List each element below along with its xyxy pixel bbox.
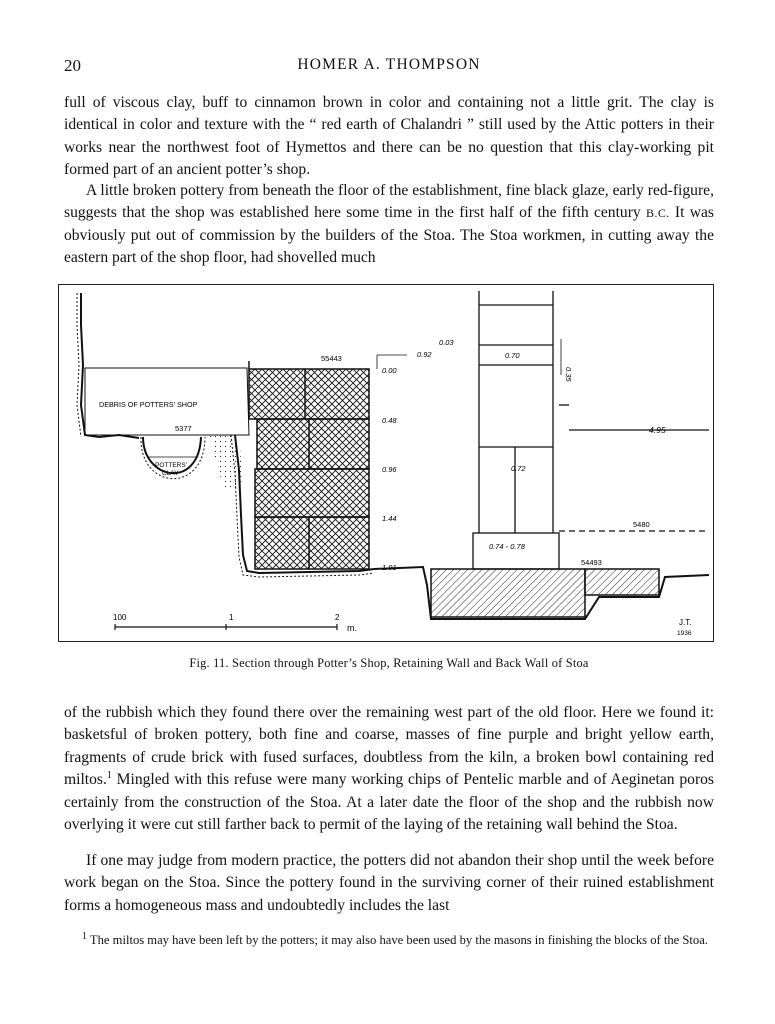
figure-section-drawing	[58, 284, 714, 642]
dim-495: 4.95	[649, 425, 666, 435]
label-level-54493: 54493	[581, 558, 602, 567]
page-number: 20	[64, 56, 81, 75]
dim-074-078: 0.74 - 0.78	[489, 542, 525, 551]
scale-1: 1	[229, 613, 234, 622]
footnote	[64, 932, 714, 950]
paragraph-2-text-b: It was obviously put out of commission by the builders of the Stoa. The Stoa workmen, in cutting away the eastern part of the shop floor, had shovelled much	[64, 204, 714, 267]
depth-144: 1.44	[382, 514, 397, 523]
paragraph-3-text-a: of the rubbish which they found there over the remaining west part of the old floor. Here we found it: basketsful of broken pottery, both fine and coarse, masses of fine purple and bright yellow earth, fragments of crude brick with fused surfaces, doubtless from the kiln, a broken bowl containing red miltos.	[64, 704, 714, 789]
footnote-reference: 1	[106, 770, 112, 782]
scale-bar	[113, 613, 357, 633]
paragraph-2-text-a: A little broken pottery from beneath the floor of the establishment, fine black glaze, early red-figure, suggests that the shop was established here some time in the first half of the fifth century	[64, 182, 714, 222]
paragraph-1: full of viscous clay, buff to cinnamon brown in color and containing not a little grit. The clay is identical in color and texture with the “ red earth of Chalandri ” still used by the Attic potters in their works near the northwest foot of Hymettos and there can be no question that this clay-working pit formed part of an ancient potter’s shop.	[64, 94, 714, 179]
scale-0: 100	[113, 613, 127, 622]
dim-003: 0.03	[439, 338, 454, 347]
depth-191: 1.91	[382, 563, 397, 572]
label-clay-2: CLAY	[162, 470, 179, 477]
scale-2: 2	[335, 613, 340, 622]
footnote-text: The miltos may have been left by the potters; it may also have been used by the masons in finishing the blocks of the Stoa.	[87, 933, 708, 947]
clay-pit	[141, 424, 205, 479]
figure-caption: Fig. 11. Section through Potter’s Shop, Retaining Wall and Back Wall of Stoa	[189, 656, 589, 670]
section-drawing	[59, 285, 715, 643]
running-head: HOMER A. THOMPSON	[297, 56, 481, 73]
label-clay-1: POTTERS’	[155, 462, 188, 469]
footnote-marker: 1	[82, 930, 87, 942]
page-header	[64, 56, 714, 80]
drafting-year: 1936	[677, 630, 692, 637]
dim-070: 0.70	[505, 351, 520, 360]
stoa-back-wall	[473, 291, 709, 569]
scale-unit: m.	[347, 623, 357, 633]
depth-096: 0.96	[382, 465, 397, 474]
label-level-5480: 5480	[633, 520, 650, 529]
era-abbreviation: B.C.	[646, 206, 670, 221]
paragraph-2	[64, 180, 714, 270]
depth-markers	[382, 350, 432, 572]
stoa-foundation	[374, 567, 709, 619]
label-debris: DEBRIS OF POTTERS’ SHOP	[99, 400, 198, 409]
label-level-5377: 5377	[175, 424, 192, 433]
paragraph-3	[64, 702, 714, 836]
depth-048: 0.48	[382, 416, 397, 425]
dim-035: 0.35	[564, 367, 573, 382]
dim-092: 0.92	[417, 350, 432, 359]
retaining-wall	[249, 361, 369, 569]
paragraph-3-text-b: Mingled with this refuse were many working chips of Pentelic marble and of Aeginetan poros certainly from the construction of the Stoa. At a later date the floor of the shop and the rubbish now overlying it were cut still farther back to permit of the laying of the retaining wall behind the Stoa.	[64, 771, 714, 834]
dim-072: 0.72	[511, 464, 526, 473]
label-level-55443: 55443	[321, 354, 342, 363]
depth-000: 0.00	[382, 366, 397, 375]
paragraph-4: If one may judge from modern practice, the potters did not abandon their shop until the week before work began on the Stoa. Since the pottery found in the surviving corner of their ruined establishment forms a homogeneous mass and undoubtedly includes the last	[64, 852, 714, 914]
drafter-initials: J.T.	[679, 618, 692, 627]
